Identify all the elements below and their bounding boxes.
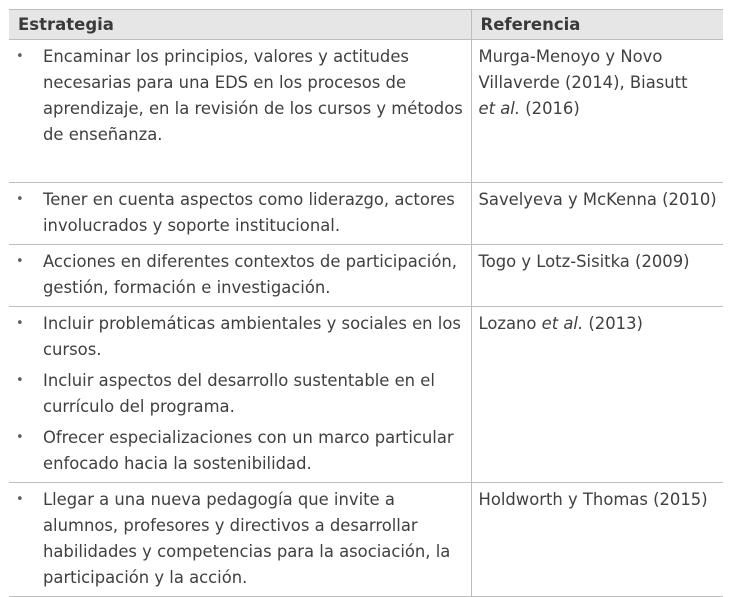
- bullet-icon: •: [16, 492, 24, 507]
- reference-text: Murga-Menoyo y Novo Villaverde (2014), Biasutt: [478, 47, 688, 92]
- header-strategy: Estrategia: [9, 10, 471, 40]
- reference-cell: [471, 483, 723, 597]
- strategy-item: [9, 487, 471, 591]
- strategy-text: Incluir problemáticas ambientales y sociales en los cursos.: [43, 314, 461, 359]
- reference-year: (2013): [583, 314, 643, 333]
- reference-cell: [471, 245, 723, 307]
- table-row: [9, 483, 723, 597]
- strategy-item: [9, 44, 471, 148]
- strategy-item: [9, 187, 471, 239]
- strategy-cell: [9, 307, 471, 483]
- table-row: [9, 245, 723, 307]
- strategy-item: [9, 425, 471, 477]
- reference-etal: et al.: [541, 314, 584, 333]
- strategy-text: Llegar a una nueva pedagogía que invite a alumnos, profesores y directivos a desarrollar habilidades y competencias para la asociación, la participación y la acción.: [43, 490, 451, 587]
- strategy-text: Encaminar los principios, valores y actitudes necesarias para una EDS en los procesos de aprendizaje, en la revisión de los cursos y métodos de enseñanza.: [43, 47, 463, 144]
- header-reference: Referencia: [471, 10, 723, 40]
- table-row: [9, 40, 723, 183]
- reference-cell: [471, 40, 723, 183]
- bullet-icon: •: [16, 430, 24, 445]
- table-header-row: [9, 10, 723, 40]
- reference-etal: et al.: [478, 99, 521, 118]
- reference-text: Togo y Lotz-Sisitka (2009): [478, 252, 690, 271]
- strategy-item: [9, 311, 471, 363]
- table-row: [9, 183, 723, 245]
- strategy-item: [9, 368, 471, 420]
- reference-text: Savelyeva y McKenna (2010): [478, 190, 717, 209]
- strategy-cell: [9, 183, 471, 245]
- strategy-text: Incluir aspectos del desarrollo sustentable en el currículo del programa.: [43, 371, 435, 416]
- bullet-icon: •: [16, 254, 24, 269]
- strategy-reference-table: [9, 9, 723, 597]
- strategy-text: Ofrecer especializaciones con un marco particular enfocado hacia la sostenibilidad.: [43, 428, 454, 473]
- reference-year: (2016): [520, 99, 580, 118]
- strategy-text: Tener en cuenta aspectos como liderazgo, actores involucrados y soporte institucional.: [43, 190, 455, 235]
- table-row: [9, 307, 723, 483]
- bullet-icon: •: [16, 373, 24, 388]
- bullet-icon: •: [16, 316, 24, 331]
- reference-cell: [471, 183, 723, 245]
- strategy-text: Acciones en diferentes contextos de participación, gestión, formación e investigación.: [43, 252, 457, 297]
- reference-cell: [471, 307, 723, 483]
- strategy-cell: [9, 40, 471, 183]
- reference-text: Holdworth y Thomas (2015): [478, 490, 708, 509]
- reference-text: Lozano: [478, 314, 542, 333]
- bullet-icon: •: [16, 49, 24, 64]
- strategy-item: [9, 249, 471, 301]
- strategy-cell: [9, 245, 471, 307]
- bullet-icon: •: [16, 192, 24, 207]
- strategy-cell: [9, 483, 471, 597]
